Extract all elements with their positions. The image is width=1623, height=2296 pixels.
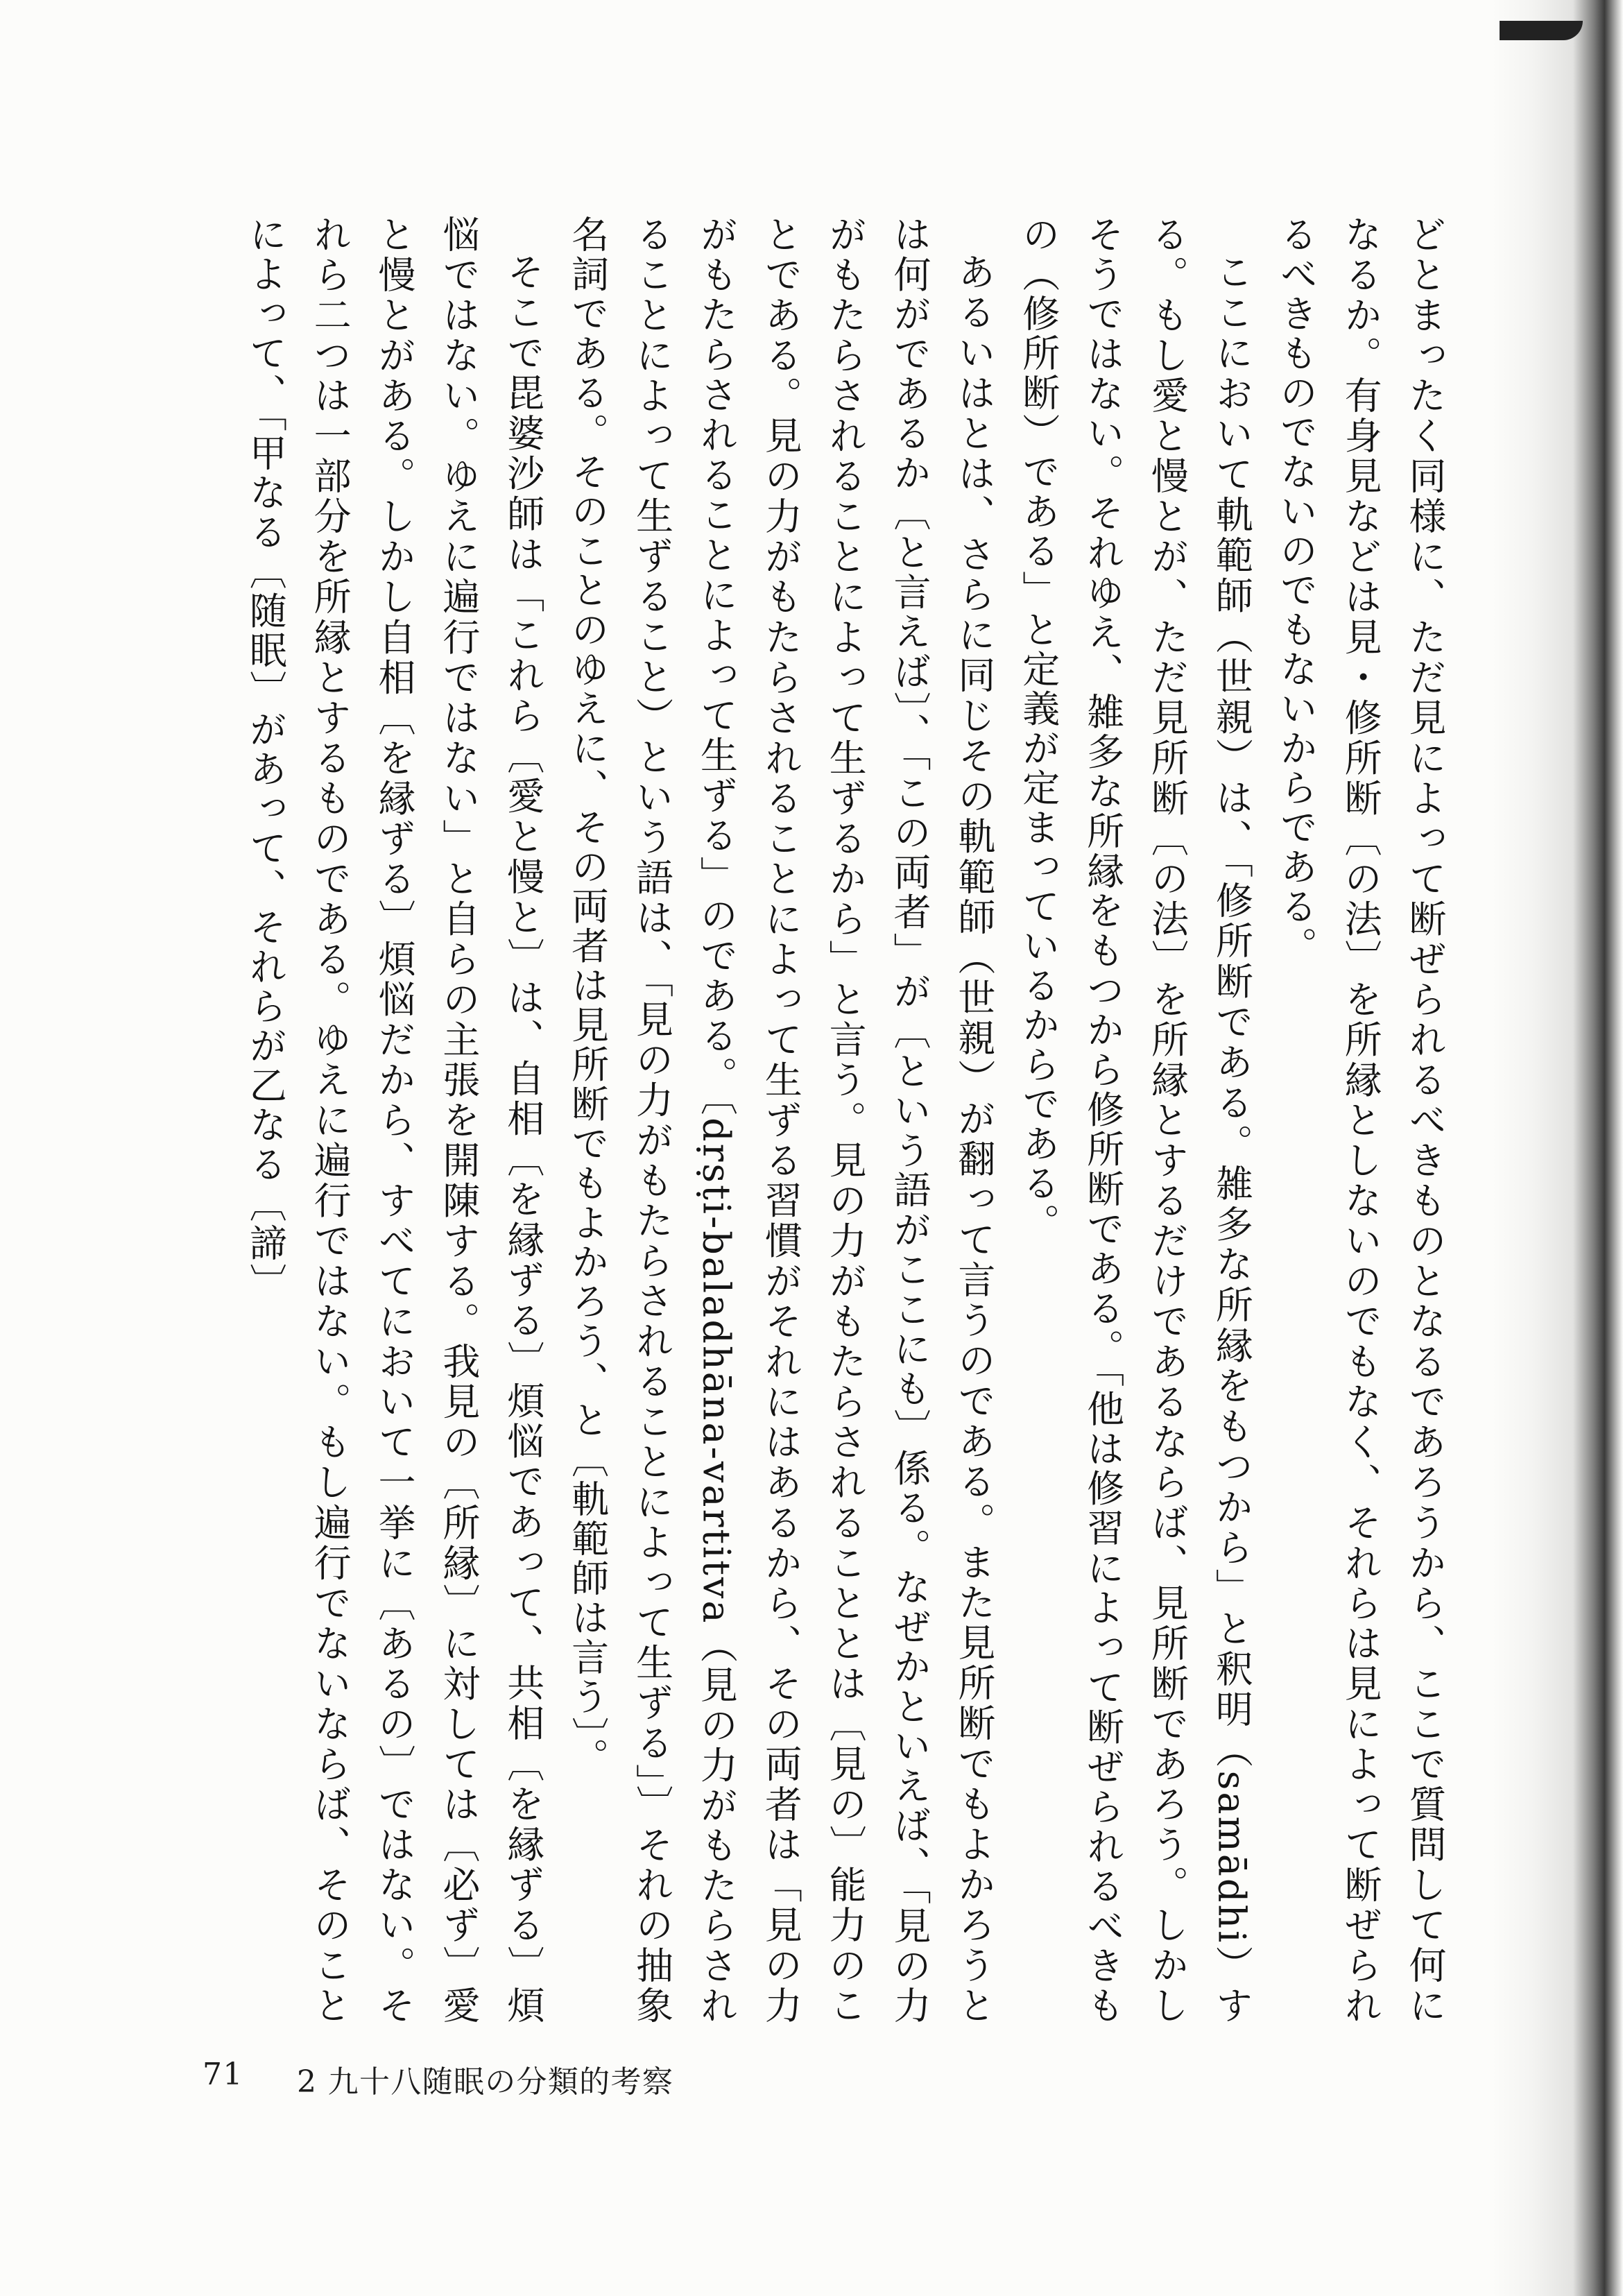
paragraph-1: どとまったく同様に、ただ見によって断ぜられるべきものとなるであろうから、ここで質問して何になるか。有身見などは見・修所断〔の法〕を所縁としないのでもなく、それらは見によって断ぜられるべきものでないのでもないからである。 [1274,215,1447,2025]
paragraph-2: ここにおいて軌範師（世親）は、「修所断である。雑多な所縁をもつから」と釈明（samādhi）する。もし愛と慢とが、ただ見所断〔の法〕を所縁とするだけであるならば、見所断であろう。しかしそうではない。それゆえ、雑多な所縁をもつから修所断である。「他は修習によって断ぜられるべきもの（修所断）である」と定義が定まっているからである。 [1016,215,1254,2025]
binding-edge-mark [1500,21,1583,40]
vertical-body-text [187,215,1457,2025]
running-head: 2 九十八随眠の分類的考察 [297,2064,674,2100]
page-number: 71 [203,2057,243,2092]
binding-shadow [1491,0,1623,2296]
paragraph-4: そこで毘婆沙師は「これら〔愛と慢と〕は、自相〔を縁ずる〕煩悩であって、共相〔を縁ずる〕煩悩ではない。ゆえに遍行ではない」と自らの主張を開陳する。我見の〔所縁〕に対しては〔必ず〕愛と慢とがある。しかし自相〔を縁ずる〕煩悩だから、すべてにおいて一挙に〔あるの〕ではない。それら二つは一部分を所縁とするものである。ゆえに遍行ではない。もし遍行でないならば、そのことによって、「甲なる〔随眠〕があって、それらが乙なる〔諦〕 [243,215,545,2025]
paragraph-3: あるいはとは、さらに同じその軌範師（世親）が翻って言うのである。また見所断でもよかろうとは何がであるか〔と言えば〕、「この両者」が〔という語がここにも〕係る。なぜかといえば、「見の力がもたらされることによって生ずるから」と言う。見の力がもたらされることとは〔見の〕能力のことである。見の力がもたらされることによって生ずる習慣がそれにはあるから、その両者は「見の力がもたらされることによって生ずる」のである。〔dṛṣṭi-baladhāna-vartitva（見の力がもたらされることによって生ずること）という語は、「見の力がもたらされることによって生ずる」〕それの抽象名詞である。そのことのゆえに、その両者は見所断でもよかろう、と〔軌範師は言う〕。 [565,215,996,2025]
